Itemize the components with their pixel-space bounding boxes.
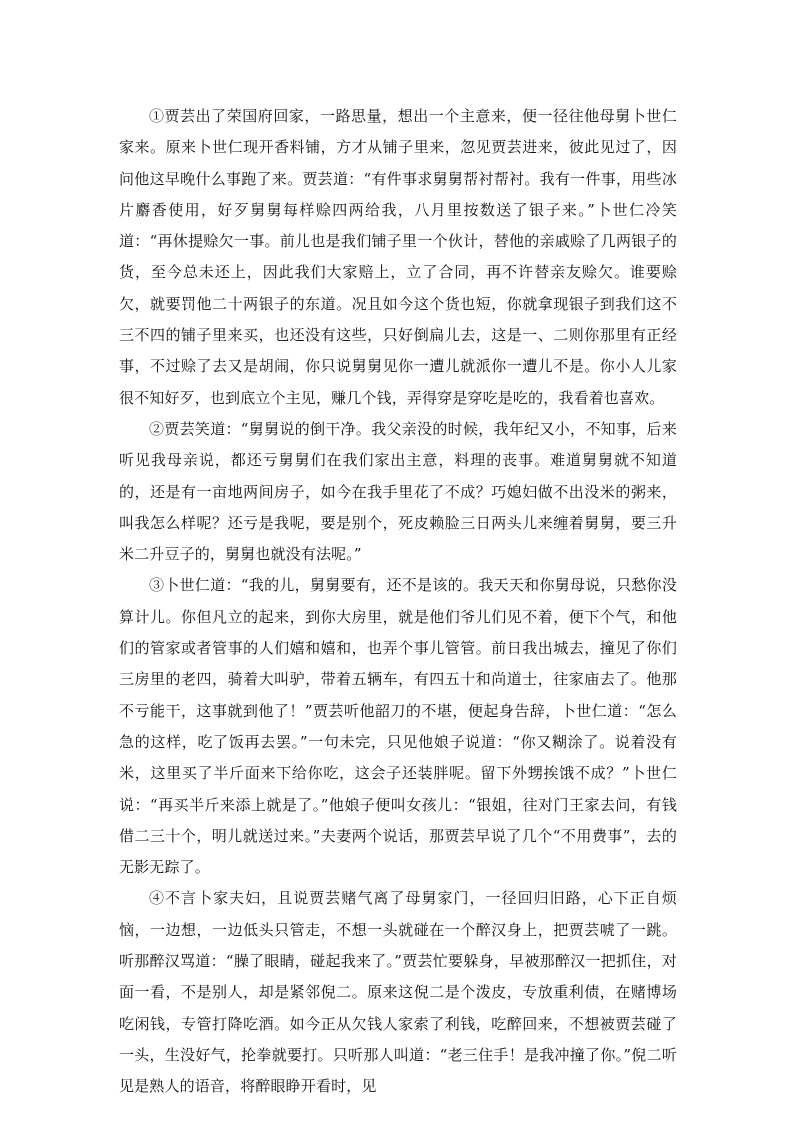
paragraph-2: ②贾芸笑道：“舅舅说的倒干净。我父亲没的时候，我年纪又小，不知事，后来听见我母亲说，都还亏舅舅们在我们家出主意，料理的丧事。难道舅舅就不知道的，还是有一亩地两间房子，如今在我手里花了不成？巧媳妇做不出没米的粥来，叫我怎么样呢？还亏是我呢，要是别个，死皮赖脸三日两头儿来缠着舅舅，要三升米二升豆子的，舅舅也就没有法呢。” <box>119 419 677 564</box>
paragraph-4: ④不言卜家夫妇，且说贾芸赌气离了母舅家门，一径回归旧路，心下正自烦恼，一边想，一边低头只管走，不想一头就碰在一个醉汉身上，把贾芸唬了一跳。听那醉汉骂道：“臊了眼睛，碰起我来了。”贾芸忙要躲身，早被那醉汉一把抓住，对面一看，不是别人，却是紧邻倪二。原来这倪二是个泼皮，专放重利债，在赌博场吃闲钱，专管打降吃酒。如今正从欠钱人家索了利钱，吃醉回来，不想被贾芸碰了一头，生没好气，抡拳就要打。只听那人叫道：“老三住手！是我冲撞了你。”倪二听见是熟人的语音，将醉眼睁开看时，见 <box>119 889 677 1096</box>
paragraph-3: ③卜世仁道：“我的儿，舅舅要有，还不是该的。我天天和你舅母说，只愁你没算计儿。你但凡立的起来，到你大房里，就是他们爷儿们见不着，便下个气，和他们的管家或者管事的人们嬉和嬉和，也弄个事儿管管。前日我出城去，撞见了你们三房里的老四，骑着大叫驴，带着五辆车，有四五十和尚道士，往家庙去了。他那不亏能干，这事就到他了！”贾芸听他韶刀的不堪，便起身告辞，卜世仁道：“怎么急的这样，吃了饭再去罢。”一句未完，只见他娘子说道：“你又糊涂了。说着没有米，这里买了半斤面来下给你吃，这会子还装胖呢。留下外甥挨饿不成？”卜世仁说：“再买半斤来添上就是了。”他娘子便叫女孩儿：“银姐，往对门王家去问，有钱借二三十个，明儿就送过来。”夫妻两个说话，那贾芸早说了几个“不用费事”，去的无影无踪了。 <box>119 576 677 877</box>
document-body <box>119 101 677 1103</box>
paragraph-1: ①贾芸出了荣国府回家，一路思量，想出一个主意来，便一径往他母舅卜世仁家来。原来卜世仁现开香料铺，方才从铺子里来，忽见贾芸进来，彼此见过了，因问他这早晚什么事跑了来。贾芸道：“有件事求舅舅帮衬帮衬。我有一件事，用些冰片麝香使用，好歹舅舅每样赊四两给我，八月里按数送了银子来。”卜世仁冷笑道：“再休提赊欠一事。前儿也是我们铺子里一个伙计，替他的亲戚赊了几两银子的货，至今总未还上，因此我们大家赔上，立了合同，再不许替亲友赊欠。谁要赊欠，就要罚他二十两银子的东道。况且如今这个货也短，你就拿现银子到我们这不三不四的铺子里来买，也还没有这些，只好倒扁儿去，这是一、二则你那里有正经事，不过赊了去又是胡闹，你只说舅舅见你一遭儿就派你一遭儿不是。你小人儿家很不知好歹，也到底立个主见，赚几个钱，弄得穿是穿吃是吃的，我看着也喜欢。 <box>119 107 677 407</box>
